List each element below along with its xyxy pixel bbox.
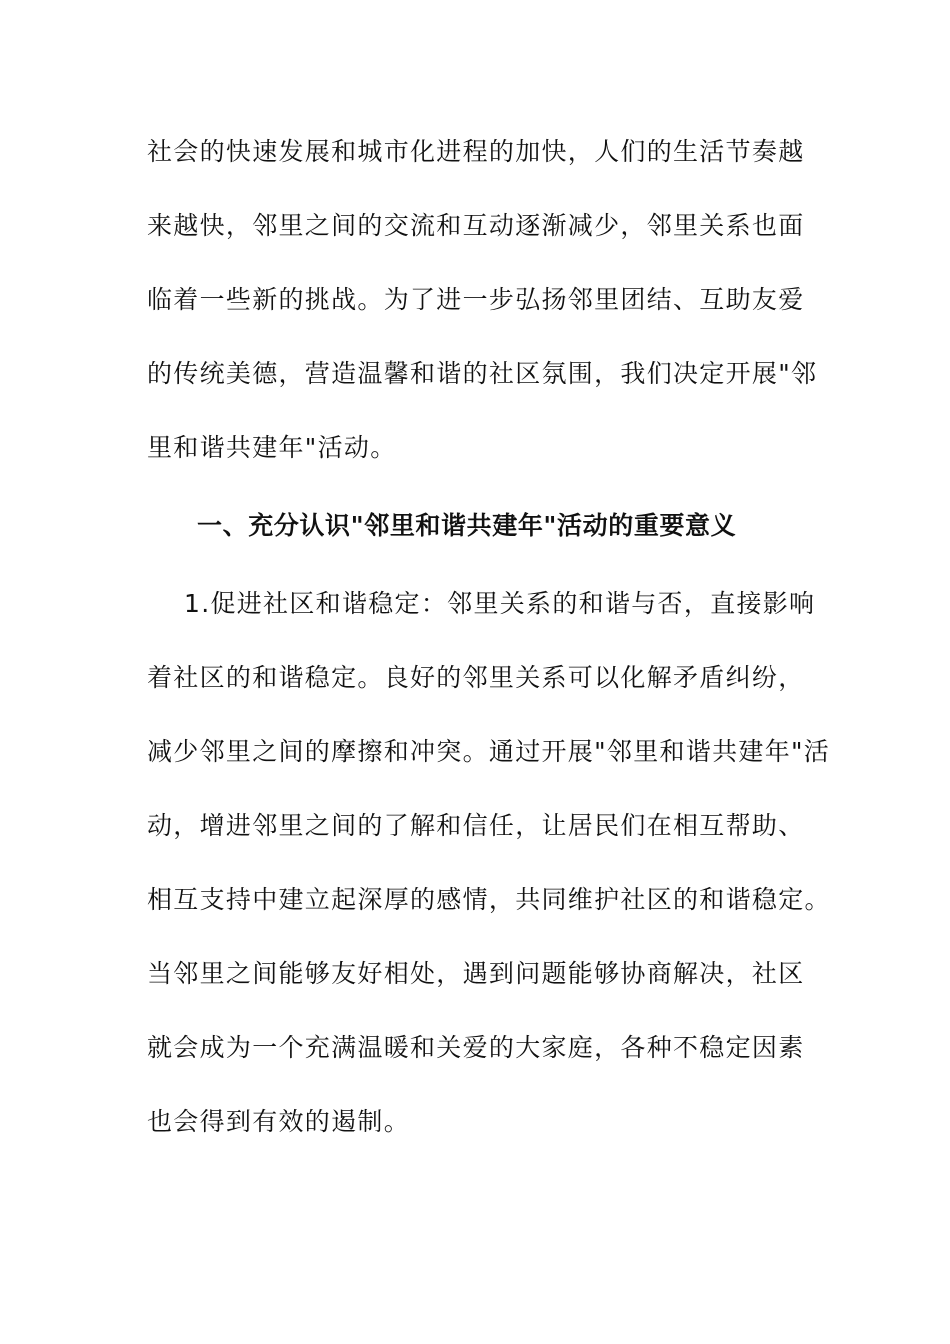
intro-line-3: 临着一些新的挑战。为了进一步弘扬邻里团结、互助友爱 bbox=[147, 285, 805, 314]
section1-line-8: 也会得到有效的遏制。 bbox=[147, 1107, 411, 1136]
section1-line-4: 动，增进邻里之间的了解和信任，让居民们在相互帮助、 bbox=[147, 811, 805, 840]
section1-line-5: 相互支持中建立起深厚的感情，共同维护社区的和谐稳定。 bbox=[147, 885, 831, 914]
section1-line-3: 减少邻里之间的摩擦和冲突。通过开展"邻里和谐共建年"活 bbox=[147, 737, 831, 766]
section1-line-2: 着社区的和谐稳定。良好的邻里关系可以化解矛盾纠纷， bbox=[147, 663, 805, 692]
section1-line-1: 1.促进社区和谐稳定：邻里关系的和谐与否，直接影响 bbox=[147, 589, 816, 618]
intro-line-2: 来越快，邻里之间的交流和互动逐渐减少，邻里关系也面 bbox=[147, 211, 805, 240]
intro-line-1: 社会的快速发展和城市化进程的加快，人们的生活节奏越 bbox=[147, 137, 805, 166]
section1-line-6: 当邻里之间能够友好相处，遇到问题能够协商解决，社区 bbox=[147, 959, 805, 988]
intro-line-5: 里和谐共建年"活动。 bbox=[147, 433, 397, 462]
intro-line-4: 的传统美德，营造温馨和谐的社区氛围，我们决定开展"邻 bbox=[147, 359, 818, 388]
section1-line-7: 就会成为一个充满温暖和关爱的大家庭，各种不稳定因素 bbox=[147, 1033, 805, 1062]
section-heading: 一、充分认识"邻里和谐共建年"活动的重要意义 bbox=[197, 511, 737, 540]
